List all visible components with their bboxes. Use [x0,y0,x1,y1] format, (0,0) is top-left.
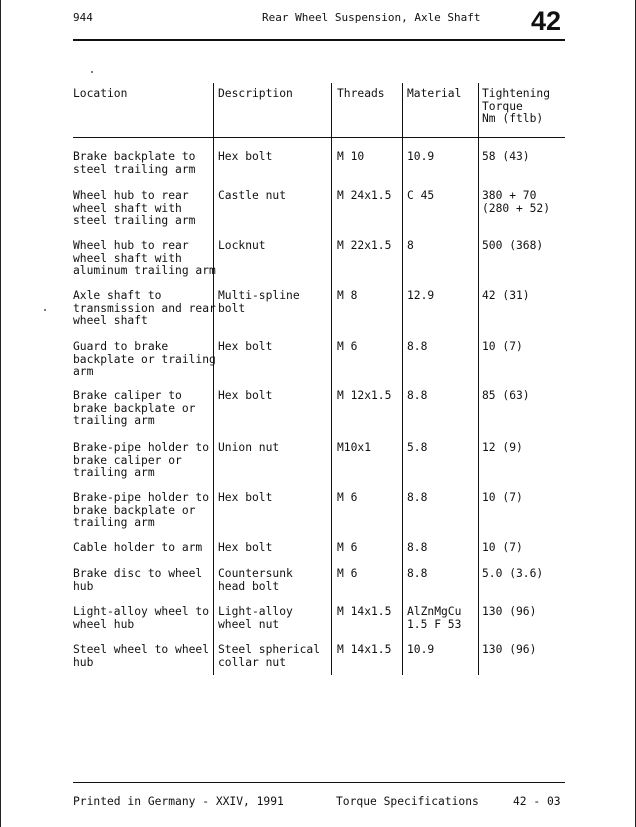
threads-cell: M 6 [337,541,358,554]
torque-cell: 58 (43) [482,150,530,163]
threads-cell: M 8 [337,289,358,302]
threads-cell: M 24x1.5 [337,189,392,202]
threads-cell: M 6 [337,340,358,353]
threads-cell: M 22x1.5 [337,239,392,252]
description-cell: Hex bolt [218,541,273,554]
scan-speck [91,71,93,73]
threads-cell: M 10 [337,150,365,163]
column-separator [402,83,403,675]
footer-topic: Torque Specifications [336,795,479,808]
torque-cell: 130 (96) [482,605,537,618]
threads-cell: M 6 [337,567,358,580]
header-title: Rear Wheel Suspension, Axle Shaft [262,11,481,24]
column-separator [213,83,214,675]
col-header-material: Material [407,87,462,100]
footer-rule [73,782,565,783]
header-page-number: 944 [73,11,93,24]
threads-cell: M 6 [337,491,358,504]
threads-cell: M 12x1.5 [337,389,392,402]
location-cell: Wheel hub to rear wheel shaft with steel trailing arm [73,189,196,228]
torque-cell: 12 (9) [482,441,523,454]
location-cell: Wheel hub to rear wheel shaft with aluminum trailing arm [73,239,216,278]
material-cell: 8.8 [407,491,428,504]
column-separator [331,83,332,675]
page-edge-left [0,0,1,827]
description-cell: Multi-spline bolt [218,289,300,315]
material-cell: 10.9 [407,150,435,163]
torque-cell: 5.0 (3.6) [482,567,544,580]
location-cell: Brake disc to wheel hub [73,567,203,593]
table-header-rule [73,137,565,138]
material-cell: 8.8 [407,567,428,580]
torque-cell: 380 + 70 (280 + 52) [482,189,551,215]
location-cell: Brake-pipe holder to brake backplate or trailing arm [73,491,210,530]
description-cell: Light-alloy wheel nut [218,605,293,631]
threads-cell: M10x1 [337,441,372,454]
scan-speck [44,309,46,311]
description-cell: Countersunk head bolt [218,567,293,593]
description-cell: Union nut [218,441,280,454]
header-section-number: 42 [531,6,562,36]
material-cell: 10.9 [407,643,435,656]
description-cell: Hex bolt [218,150,273,163]
description-cell: Locknut [218,239,266,252]
location-cell: Brake-pipe holder to brake caliper or trailing arm [73,441,210,480]
description-cell: Hex bolt [218,340,273,353]
footer-page: 42 - 03 [513,795,561,808]
material-cell: 12.9 [407,289,435,302]
material-cell: 8.8 [407,389,428,402]
torque-cell: 10 (7) [482,491,523,504]
location-cell: Axle shaft to transmission and rear wheel shaft [73,289,216,328]
material-cell: AlZnMgCu 1.5 F 53 [407,605,462,631]
torque-cell: 10 (7) [482,541,523,554]
material-cell: 8.8 [407,340,428,353]
material-cell: 8.8 [407,541,428,554]
description-cell: Hex bolt [218,491,273,504]
torque-cell: 10 (7) [482,340,523,353]
location-cell: Guard to brake backplate or trailing arm [73,340,216,379]
footer-printed: Printed in Germany - XXIV, 1991 [73,795,284,808]
material-cell: 5.8 [407,441,428,454]
col-header-location: Location [73,87,128,100]
threads-cell: M 14x1.5 [337,643,392,656]
col-header-threads: Threads [337,87,385,100]
torque-cell: 85 (63) [482,389,530,402]
description-cell: Steel spherical collar nut [218,643,321,669]
location-cell: Brake backplate to steel trailing arm [73,150,196,176]
column-separator [478,83,479,675]
col-header-description: Description [218,87,293,100]
location-cell: Steel wheel to wheel hub [73,643,210,669]
header-rule [73,39,565,41]
description-cell: Hex bolt [218,389,273,402]
torque-cell: 42 (31) [482,289,530,302]
location-cell: Cable holder to arm [73,541,203,554]
location-cell: Light-alloy wheel to wheel hub [73,605,210,631]
description-cell: Castle nut [218,189,287,202]
torque-cell: 500 (368) [482,239,544,252]
torque-cell: 130 (96) [482,643,537,656]
col-header-torque: Tightening Torque Nm (ftlb) [482,87,551,126]
material-cell: 8 [407,239,414,252]
material-cell: C 45 [407,189,435,202]
threads-cell: M 14x1.5 [337,605,392,618]
location-cell: Brake caliper to brake backplate or trailing arm [73,389,196,428]
